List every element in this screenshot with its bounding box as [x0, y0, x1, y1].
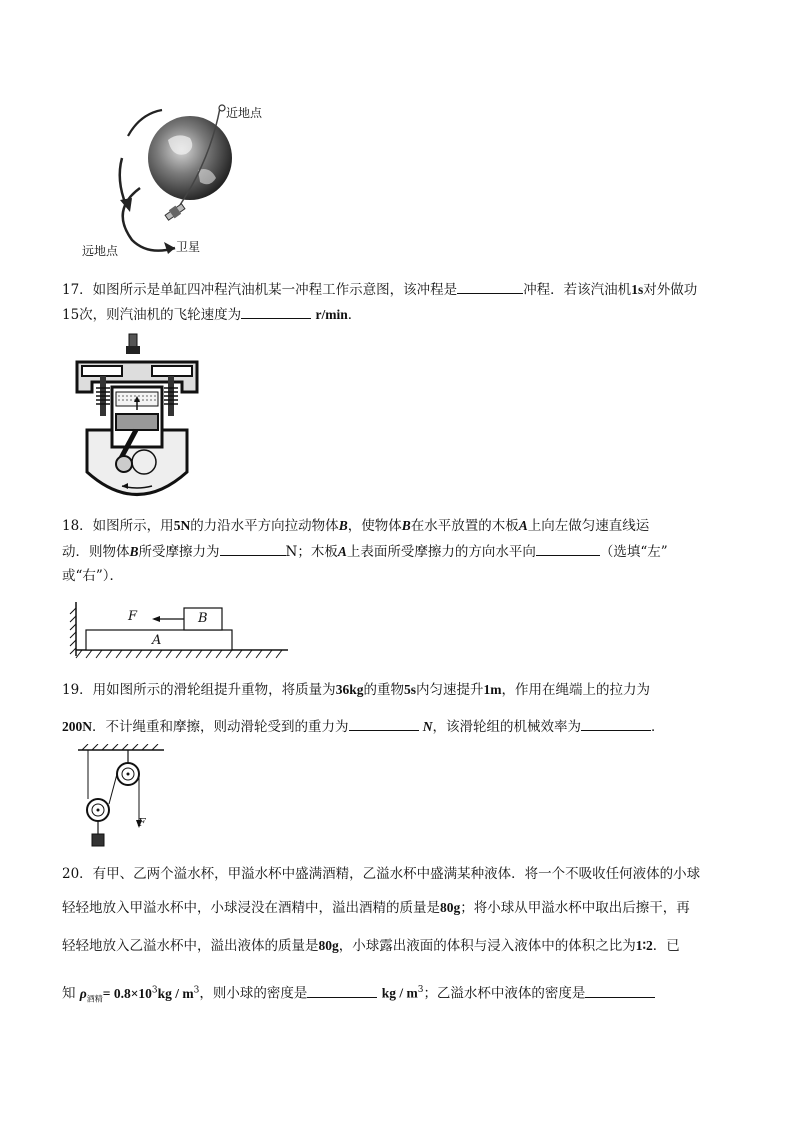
- satellite-icon: [164, 202, 186, 222]
- density-formula: $\rho_{酒精}= 0.8\times 10^3kg / m^3$: [79, 985, 200, 1004]
- engine-diagram: [72, 332, 202, 507]
- q17-line2: 15次，则汽油机的飞轮速度为 r/min．: [62, 304, 361, 325]
- board-a-label: A: [152, 633, 162, 648]
- force-f-label: F: [128, 609, 138, 624]
- q18-blank-direction[interactable]: [536, 541, 600, 556]
- q20-line3: 轻轻地放入乙溢水杯中，溢出液体的质量是80g，小球露出液面的体积与浸入液体中的体积之比为1∶2．已: [62, 938, 680, 954]
- q19-line2: 200N．不计绳重和摩擦，则动滑轮受到的重力为 N，该滑轮组的机械效率为 ．: [62, 716, 665, 737]
- q18-line1: 18．如图所示，用5N的力沿水平方向拉动物体B，使物体B在水平放置的木板A上向左做匀速直线运: [62, 518, 650, 534]
- q17-blank-speed[interactable]: [241, 304, 311, 319]
- apogee-label: 远地点: [82, 244, 119, 258]
- q20-blank-ball-density[interactable]: [307, 983, 377, 998]
- pulley-diagram: [76, 744, 166, 852]
- block-b-label: B: [198, 611, 208, 626]
- q20-line2: 轻轻地放入甲溢水杯中，小球浸没在酒精中，溢出酒精的质量是80g；将小球从甲溢水杯中取出后擦干，再: [62, 900, 690, 916]
- board-figure: [68, 600, 298, 660]
- engine-figure: [72, 332, 202, 507]
- q17-line1: 17．如图所示是单缸四冲程汽油机某一冲程工作示意图，该冲程是 冲程．若该汽油机1s对外做功: [62, 279, 697, 300]
- q20-line1: 20．有甲、乙两个溢水杯，甲溢水杯中盛满酒精，乙溢水杯中盛满某种液体．将一个不吸收任何液体的小球: [62, 866, 701, 882]
- perigee-label: 近地点: [226, 106, 263, 120]
- q18-blank-friction[interactable]: [220, 541, 286, 556]
- q19-blank-weight[interactable]: [349, 716, 419, 731]
- pull-force-label: F: [138, 816, 146, 829]
- q19-blank-efficiency[interactable]: [581, 716, 651, 731]
- pulley-figure: [76, 744, 166, 852]
- q19-line1: 19．用如图所示的滑轮组提升重物，将质量为36kg的重物5s内匀速提升1m，作用在绳端上的拉力为: [62, 682, 650, 698]
- weight-block: [92, 834, 104, 846]
- board-diagram: [68, 600, 298, 660]
- orbit-diagram: [80, 100, 280, 260]
- q20-line4: 知 $\rho_{酒精}= 0.8\times 10^3kg / m^3$，则小球的密度是 kg / $m^3$；乙溢水杯中液体的密度是: [62, 980, 655, 1009]
- q20-blank-liquid-density[interactable]: [585, 983, 655, 998]
- orbit-figure: [80, 100, 280, 260]
- q18-line3: 或“右”）．: [62, 568, 124, 584]
- satellite-label: 卫星: [176, 240, 201, 254]
- perigee-marker: [219, 105, 225, 111]
- q18-line2: 动．则物体B所受摩擦力为 N；木板A上表面所受摩擦力的方向水平向 （选填“左”: [62, 541, 668, 562]
- q17-blank-stroke[interactable]: [457, 279, 523, 294]
